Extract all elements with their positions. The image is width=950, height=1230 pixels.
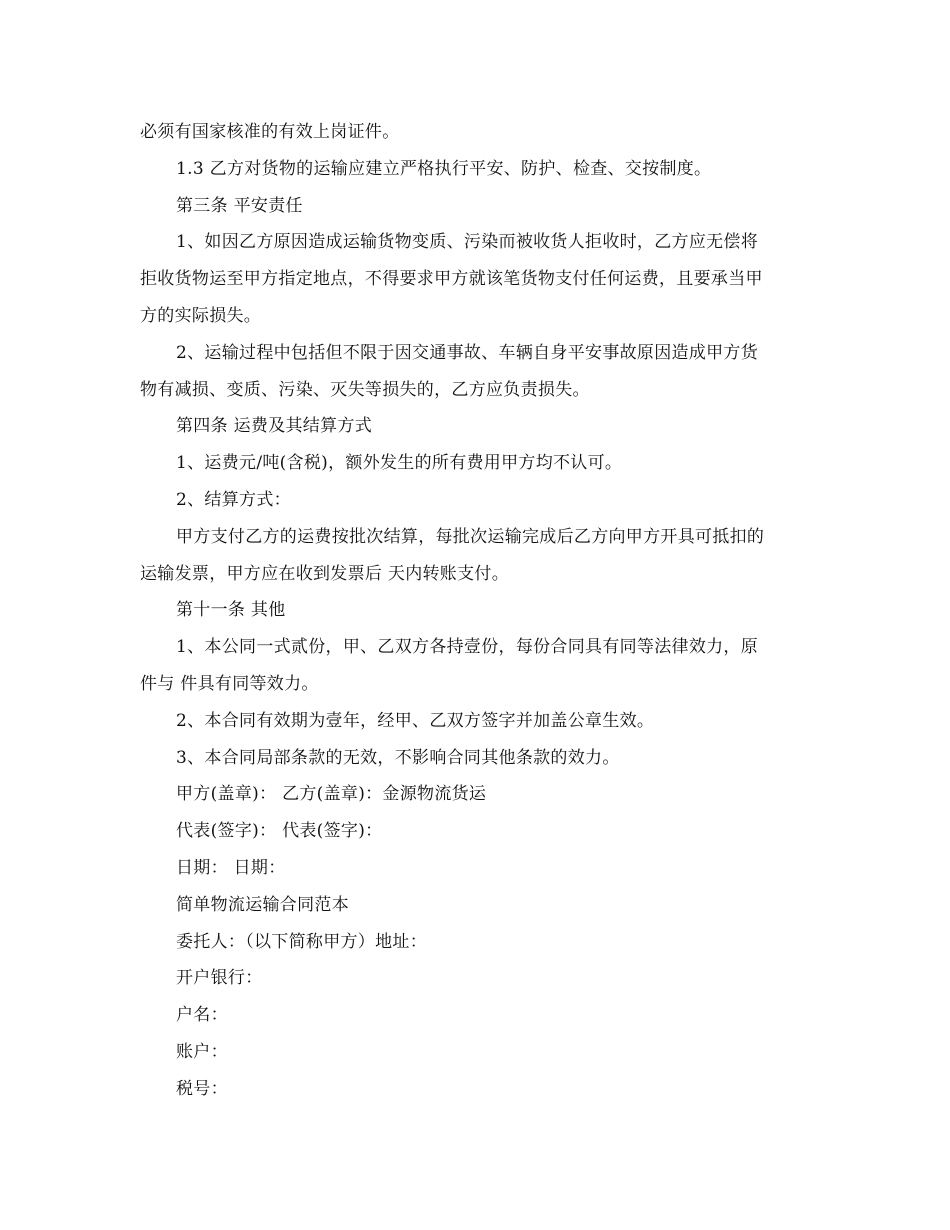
document-line: 运输发票，甲方应在收到发票后 天内转账支付。 (140, 563, 510, 584)
document-line: 日期： 日期： (176, 857, 286, 878)
document-line: 代表(签字)： 代表(签字)： (176, 821, 383, 842)
document-line: 3、本合同局部条款的无效，不影响合同其他条款的效力。 (176, 747, 620, 768)
document-line: 账户： (176, 1041, 228, 1062)
document-line: 方的实际损失。 (140, 305, 262, 326)
document-line: 必须有国家核准的有效上岗证件。 (140, 122, 400, 142)
document-line: 物有减损、变质、污染、灭失等损失的，乙方应负责损失。 (140, 379, 590, 400)
document-line: 1、运费元/吨(含税)，额外发生的所有费用甲方均不认可。 (176, 453, 623, 474)
document-line: 1、本公同一式贰份，甲、乙双方各持壹份，每份合同具有同等法律效力，原 (176, 637, 759, 658)
document-line: 拒收货物运至甲方指定地点，不得要求甲方就该笔货物支付任何运费，且要承当甲 (140, 269, 763, 290)
document-line: 户名： (176, 1005, 228, 1026)
document-line: 简单物流运输合同范本 (176, 894, 349, 915)
document-line: 2、本合同有效期为壹年，经甲、乙双方签字并加盖公章生效。 (176, 710, 655, 731)
document-line: 第十一条 其他 (176, 600, 286, 621)
document-line: 2、运输过程中包括但不限于因交通事故、车辆自身平安事故原因造成甲方货 (176, 342, 759, 363)
document-line: 甲方支付乙方的运费按批次结算，每批次运输完成后乙方向甲方开具可抵扣的 (176, 526, 765, 547)
document-line: 第四条 运费及其结算方式 (176, 416, 373, 437)
document-line: 1.3 乙方对货物的运输应建立严格执行平安、防护、检查、交按制度。 (176, 158, 712, 179)
document-line: 甲方(盖章)： 乙方(盖章)：金源物流货运 (176, 784, 487, 805)
document-line: 委托人：（以下简称甲方）地址： (176, 931, 427, 952)
document-line: 开户银行： (176, 968, 263, 989)
document-line: 1、如因乙方原因造成运输货物变质、污染而被收货人拒收时，乙方应无偿将 (176, 232, 759, 253)
document-line: 2、结算方式： (176, 489, 291, 510)
document-body (140, 114, 810, 1108)
document-line: 第三条 平安责任 (176, 195, 303, 216)
document-line: 件与 件具有同等效力。 (140, 673, 319, 694)
document-line: 税号： (176, 1078, 228, 1099)
